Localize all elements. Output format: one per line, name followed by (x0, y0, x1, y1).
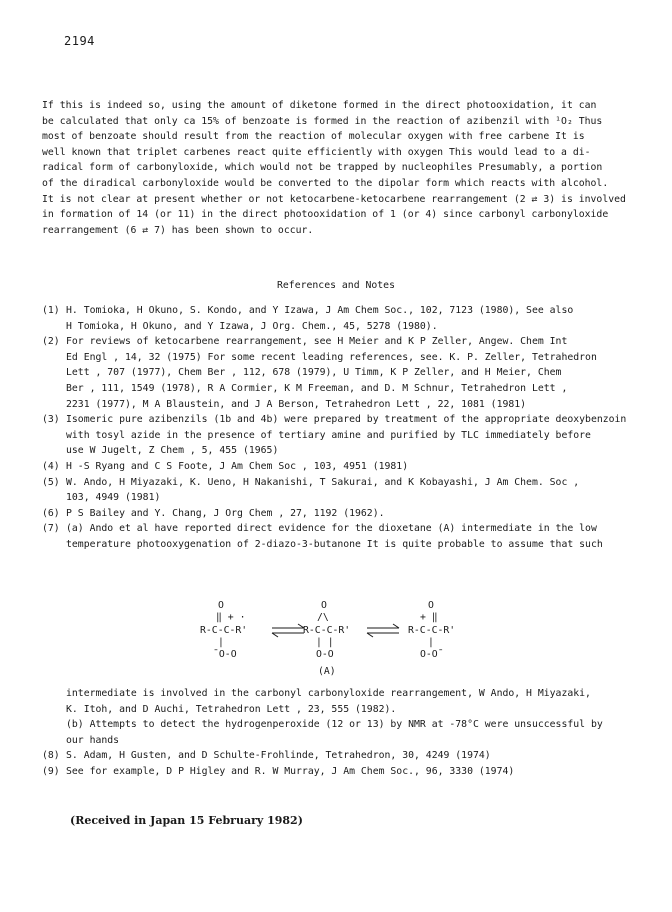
reference-text: use W Jugelt, Z Chem , 5, 455 (1965) (66, 445, 279, 457)
scheme-right-chain: R-C-C-R' (408, 625, 456, 636)
reference-number: (2) (42, 336, 60, 348)
text-line: radical form of carbonyloxide, which would not be trapped by nucleophiles Presumably, a portion (42, 162, 603, 174)
scheme-left-mid: | (218, 637, 224, 648)
equilibrium-arrow-icon (367, 624, 399, 637)
scheme-right-mid: | (428, 637, 434, 648)
reference-text: (b) Attempts to detect the hydrogenperoxide (12 or 13) by NMR at -78°C were unsuccessful by (66, 719, 603, 731)
scheme-left-bond: ‖ + · (216, 612, 246, 623)
reference-text: temperature photooxygenation of 2-diazo-3-butanone It is quite probable to assume that such (66, 538, 603, 550)
reference-text: H. Tomioka, H Okuno, S. Kondo, and Y Izawa, J Am Chem Soc., 102, 7123 (1980), See also (66, 305, 574, 316)
reference-3 (42, 412, 652, 459)
reference-9 (42, 764, 652, 780)
reference-text: P S Bailey and Y. Chang, J Org Chem , 27, 1192 (1962). (66, 507, 385, 519)
dioxetane-scheme (180, 598, 480, 698)
reference-4 (42, 459, 652, 475)
reference-7-continued (42, 686, 652, 748)
scheme-right-bottom: O-O¯ (420, 649, 444, 660)
reference-number: (7) (42, 523, 60, 535)
scheme-right-top: O (428, 600, 434, 611)
text-line: be calculated that only ca 15% of benzoate is formed in the reaction of azibenzil with ¹O₂ Thus (42, 115, 603, 127)
scheme-left-chain: R-C-C-R' (200, 625, 248, 636)
scheme-center-mid: | | (316, 637, 334, 648)
scheme-left-bottom: ¯O-O (213, 649, 237, 660)
reference-text: Lett , 707 (1977), Chem Ber , 112, 678 (1979), U Timm, K P Zeller, and H Meier, Chem (66, 367, 562, 379)
reference-text: K. Itoh, and D Auchi, Tetrahedron Lett , 23, 555 (1982). (66, 703, 397, 715)
reference-text: 2231 (1977), M A Blaustein, and J A Berson, Tetrahedron Lett , 22, 1081 (1981) (66, 398, 527, 410)
reference-2 (42, 334, 652, 412)
text-line: If this is indeed so, using the amount of diketone formed in the direct photooxidation, it can (42, 100, 597, 111)
reference-text: H Tomioka, H Okuno, and Y Izawa, J Org. Chem., 45, 5278 (1980). (66, 320, 438, 332)
text-line: of the diradical carbonyloxide would be converted to the dipolar form which reacts with alcohol. (42, 177, 609, 189)
body-paragraph (42, 98, 642, 238)
text-line: rearrangement (6 ⇄ 7) has been shown to occur. (42, 224, 314, 236)
reference-text: H -S Ryang and C S Foote, J Am Chem Soc , 103, 4951 (1981) (66, 460, 409, 472)
scheme-center-bond: /\ (317, 612, 329, 623)
scheme-left-top: O (218, 600, 224, 611)
reference-number: (6) (42, 507, 60, 519)
reference-1 (42, 303, 652, 334)
text-line: most of benzoate should result from the reaction of molecular oxygen with free carbene It is (42, 131, 585, 143)
reference-text: 103, 4949 (1981) (66, 492, 161, 504)
reference-text: W. Ando, H Miyazaki, K. Ueno, H Nakanishi, T Sakurai, and K Kobayashi, J Am Chem. Soc , (66, 476, 580, 488)
page-number: 2194 (64, 34, 95, 48)
reference-7 (42, 521, 652, 552)
reference-text: with tosyl azide in the presence of tertiary amine and purified by TLC immediately before (66, 429, 591, 441)
scheme-center-chain: R-C-C-R' (303, 625, 351, 636)
reference-text: (a) Ando et al have reported direct evidence for the dioxetane (A) intermediate in the low (66, 523, 597, 535)
reference-6 (42, 506, 652, 522)
text-line: It is not clear at present whether or not ketocarbene-ketocarbene rearrangement (2 ⇄ 3) is involved (42, 193, 626, 205)
reference-number: (9) (42, 765, 60, 777)
reference-number: (8) (42, 750, 60, 762)
reference-5 (42, 475, 652, 506)
reference-text: S. Adam, H Gusten, and D Schulte-Frohlinde, Tetrahedron, 30, 4249 (1974) (66, 750, 491, 762)
scheme-center-bottom: O-O (316, 649, 334, 660)
reference-text: intermediate is involved in the carbonyl carbonyloxide rearrangement, W Ando, H Miyazaki, (66, 688, 591, 699)
reference-text: Isomeric pure azibenzils (1b and 4b) were prepared by treatment of the appropriate deoxybenzoin (66, 414, 627, 426)
equilibrium-arrow-icon (272, 624, 304, 637)
reference-number: (1) (42, 305, 60, 316)
received-date: (Received in Japan 15 February 1982) (70, 814, 303, 827)
reference-text: Ed Engl , 14, 32 (1975) For some recent leading references, see. K. P. Zeller, Tetrahedron (66, 351, 597, 363)
scheme-label: (A) (318, 666, 336, 677)
reference-number: (4) (42, 460, 60, 472)
reference-text: our hands (66, 734, 120, 746)
reference-8 (42, 748, 652, 764)
reference-text: For reviews of ketocarbene rearrangement, see H Meier and K P Zeller, Angew. Chem Int (66, 336, 568, 348)
text-line: well known that triplet carbenes react quite efficiently with oxygen This would lead to a di- (42, 146, 591, 158)
scheme-right-bond: + ‖ (420, 612, 438, 623)
reference-text: See for example, D P Higley and R. W Murray, J Am Chem Soc., 96, 3330 (1974) (66, 765, 515, 777)
references-list-continued (42, 686, 652, 780)
references-list (42, 303, 652, 553)
reference-number: (5) (42, 476, 60, 488)
text-line: in formation of 14 (or 11) in the direct photooxidation of 1 (or 4) since carbonyl carbonyloxide (42, 209, 609, 221)
scheme-center-top: O (321, 600, 327, 611)
references-heading: References and Notes (277, 280, 395, 291)
reference-text: Ber , 111, 1549 (1978), R A Cormier, K M Freeman, and D. M Schnur, Tetrahedron Lett , (66, 382, 568, 394)
reference-number: (3) (42, 414, 60, 426)
